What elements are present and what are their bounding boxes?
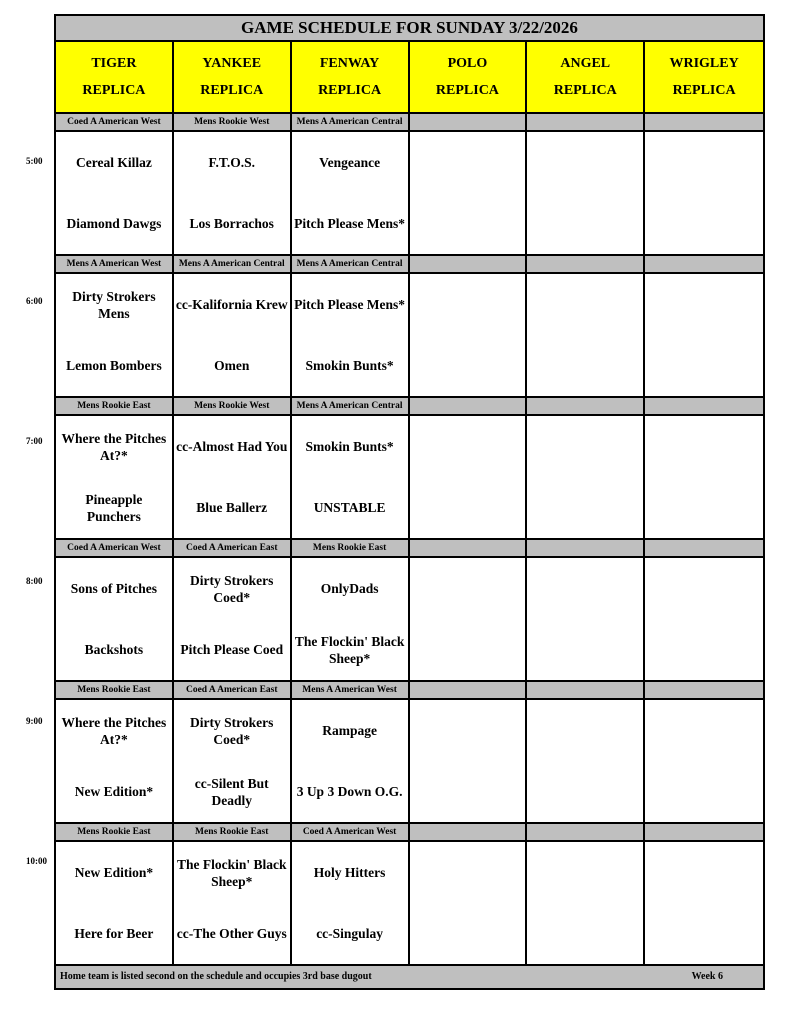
- away-team: Cereal Killaz: [75, 155, 152, 170]
- division-label: Mens A American Central: [292, 398, 410, 414]
- division-label: Mens A American Central: [292, 114, 410, 130]
- schedule-title: GAME SCHEDULE FOR SUNDAY 3/22/2026: [56, 16, 763, 42]
- game-cell: [292, 700, 410, 822]
- game-cell: [174, 558, 292, 680]
- division-label: [527, 256, 645, 272]
- game-cell: [527, 132, 645, 254]
- division-label: Mens A American West: [56, 256, 174, 272]
- division-label: Coed A American East: [174, 682, 292, 698]
- field-header: [56, 42, 174, 112]
- game-cell: [645, 558, 763, 680]
- division-label: [527, 682, 645, 698]
- home-team: [645, 335, 763, 396]
- away-team: [527, 274, 643, 335]
- game-cell: [645, 416, 763, 538]
- field-header-row: [56, 42, 763, 114]
- game-cell: [410, 132, 528, 254]
- division-label: [645, 682, 763, 698]
- division-label: Mens Rookie East: [56, 398, 174, 414]
- division-label: Mens Rookie West: [174, 398, 292, 414]
- game-cell: [174, 416, 292, 538]
- game-cell: [292, 558, 410, 680]
- games-row: [56, 274, 763, 398]
- away-team: [645, 842, 763, 903]
- week-label: Week 6: [691, 971, 723, 982]
- division-label: Coed A American East: [174, 540, 292, 556]
- division-label: [645, 540, 763, 556]
- home-team: [527, 477, 643, 538]
- division-label: [645, 398, 763, 414]
- home-team: UNSTABLE: [313, 500, 386, 515]
- game-cell: [645, 842, 763, 964]
- game-cell: [174, 842, 292, 964]
- away-team: New Edition*: [74, 865, 154, 880]
- game-cell: [56, 132, 174, 254]
- home-team: cc-The Other Guys: [176, 926, 287, 941]
- game-cell: [56, 274, 174, 396]
- away-team: Rampage: [322, 723, 377, 738]
- away-team: Sons of Pitches: [70, 581, 158, 596]
- away-team: Where the Pitches At?*: [61, 714, 167, 747]
- game-cell: [527, 274, 645, 396]
- time-label: 6:00: [26, 296, 43, 306]
- time-label: 10:00: [26, 856, 47, 866]
- time-label: 9:00: [26, 716, 43, 726]
- field-header: [645, 42, 763, 112]
- home-team: [645, 903, 763, 964]
- away-team: [645, 558, 763, 619]
- game-cell: [56, 416, 174, 538]
- field-header: [292, 42, 410, 112]
- field-name: YANKEE: [202, 56, 262, 71]
- away-team: [410, 842, 526, 903]
- home-team: [410, 903, 526, 964]
- away-team: [527, 558, 643, 619]
- away-team: cc-Almost Had You: [176, 439, 288, 454]
- away-team: [645, 416, 763, 477]
- division-label: [527, 824, 645, 840]
- games-row: [56, 132, 763, 256]
- division-label: [410, 256, 528, 272]
- home-team: [527, 761, 643, 822]
- field-name: WRIGLEY: [669, 56, 739, 71]
- game-cell: [292, 842, 410, 964]
- game-cell: [174, 132, 292, 254]
- game-cell: [410, 700, 528, 822]
- time-column: [0, 0, 54, 1024]
- schedule-table: [54, 14, 765, 990]
- game-cell: [645, 132, 763, 254]
- games-row: [56, 700, 763, 824]
- division-row: [56, 540, 763, 558]
- away-team: Holy Hitters: [313, 865, 386, 880]
- time-label: 8:00: [26, 576, 43, 586]
- game-cell: [56, 842, 174, 964]
- home-team: Pineapple Punchers: [85, 491, 143, 524]
- division-row: [56, 256, 763, 274]
- away-team: Where the Pitches At?*: [61, 430, 167, 463]
- footer-note: Home team is listed second on the schedule and occupies 3rd base dugout: [60, 971, 372, 982]
- games-row: [56, 842, 763, 966]
- game-cell: [410, 842, 528, 964]
- home-team: Backshots: [84, 642, 144, 657]
- field-name: TIGER: [91, 56, 137, 71]
- home-team: Blue Ballerz: [196, 500, 268, 515]
- field-name: POLO: [447, 56, 488, 71]
- home-team: Smokin Bunts*: [305, 358, 394, 373]
- game-cell: [645, 700, 763, 822]
- division-label: Mens A American West: [292, 682, 410, 698]
- division-label: Mens A American Central: [292, 256, 410, 272]
- away-team: Pitch Please Mens*: [294, 297, 406, 312]
- away-team: [410, 700, 526, 761]
- field-sub: REPLICA: [553, 83, 617, 98]
- time-label: 7:00: [26, 436, 43, 446]
- home-team: Omen: [214, 358, 250, 373]
- away-team: [527, 416, 643, 477]
- division-label: Mens Rookie East: [56, 824, 174, 840]
- home-team: Pitch Please Mens*: [294, 216, 406, 231]
- home-team: [410, 619, 526, 680]
- footer: [56, 966, 763, 988]
- field-sub: REPLICA: [435, 83, 499, 98]
- division-label: [645, 256, 763, 272]
- home-team: [645, 477, 763, 538]
- game-cell: [527, 700, 645, 822]
- game-cell: [174, 274, 292, 396]
- field-header: [527, 42, 645, 112]
- division-label: [527, 114, 645, 130]
- game-cell: [292, 416, 410, 538]
- time-label: 5:00: [26, 156, 43, 166]
- away-team: [645, 700, 763, 761]
- game-cell: [527, 842, 645, 964]
- home-team: [410, 335, 526, 396]
- home-team: [527, 193, 643, 254]
- field-sub: REPLICA: [318, 83, 382, 98]
- division-label: [410, 682, 528, 698]
- game-cell: [292, 132, 410, 254]
- division-label: [527, 398, 645, 414]
- division-label: [645, 824, 763, 840]
- field-name: FENWAY: [319, 56, 380, 71]
- division-label: [410, 114, 528, 130]
- division-label: [410, 398, 528, 414]
- home-team: cc-Singulay: [316, 926, 383, 941]
- games-row: [56, 416, 763, 540]
- home-team: 3 Up 3 Down O.G.: [296, 784, 403, 799]
- away-team: [527, 132, 643, 193]
- game-cell: [56, 700, 174, 822]
- away-team: [527, 700, 643, 761]
- home-team: [527, 619, 643, 680]
- home-team: New Edition*: [74, 784, 154, 799]
- away-team: F.T.O.S.: [208, 155, 255, 170]
- division-row: [56, 682, 763, 700]
- division-label: Coed A American West: [56, 540, 174, 556]
- division-label: Mens Rookie East: [292, 540, 410, 556]
- away-team: Smokin Bunts*: [305, 439, 394, 454]
- division-label: [645, 114, 763, 130]
- home-team: Pitch Please Coed: [180, 642, 284, 657]
- home-team: [410, 477, 526, 538]
- away-team: Dirty Strokers Mens: [72, 288, 156, 321]
- field-name: ANGEL: [560, 56, 611, 71]
- division-row: [56, 824, 763, 842]
- away-team: [645, 274, 763, 335]
- game-cell: [292, 274, 410, 396]
- field-sub: REPLICA: [672, 83, 736, 98]
- game-cell: [527, 558, 645, 680]
- home-team: Los Borrachos: [189, 216, 274, 231]
- division-label: Mens Rookie West: [174, 114, 292, 130]
- game-cell: [174, 700, 292, 822]
- division-label: Coed A American West: [292, 824, 410, 840]
- division-label: Coed A American West: [56, 114, 174, 130]
- away-team: [527, 842, 643, 903]
- field-sub: REPLICA: [82, 83, 146, 98]
- away-team: [410, 274, 526, 335]
- game-cell: [527, 416, 645, 538]
- home-team: The Flockin' Black Sheep*: [294, 633, 405, 666]
- home-team: [645, 761, 763, 822]
- away-team: cc-Kalifornia Krew: [175, 297, 288, 312]
- slots-container: [56, 114, 763, 966]
- games-row: [56, 558, 763, 682]
- game-cell: [645, 274, 763, 396]
- division-label: Mens Rookie East: [56, 682, 174, 698]
- away-team: OnlyDads: [320, 581, 379, 596]
- field-header: [410, 42, 528, 112]
- division-label: Mens A American Central: [174, 256, 292, 272]
- home-team: [645, 193, 763, 254]
- division-label: [410, 540, 528, 556]
- home-team: Diamond Dawgs: [66, 216, 162, 231]
- home-team: Lemon Bombers: [66, 358, 162, 373]
- home-team: [410, 193, 526, 254]
- field-header: [174, 42, 292, 112]
- game-cell: [410, 416, 528, 538]
- game-cell: [56, 558, 174, 680]
- home-team: cc-Silent But Deadly: [194, 775, 269, 808]
- division-label: Mens Rookie East: [174, 824, 292, 840]
- away-team: [410, 132, 526, 193]
- game-cell: [410, 274, 528, 396]
- home-team: [410, 761, 526, 822]
- away-team: [645, 132, 763, 193]
- division-label: [527, 540, 645, 556]
- away-team: Dirty Strokers Coed*: [190, 714, 274, 747]
- home-team: [527, 335, 643, 396]
- home-team: [645, 619, 763, 680]
- away-team: [410, 416, 526, 477]
- away-team: The Flockin' Black Sheep*: [176, 856, 287, 889]
- division-row: [56, 114, 763, 132]
- away-team: [410, 558, 526, 619]
- game-cell: [410, 558, 528, 680]
- home-team: [527, 903, 643, 964]
- away-team: Vengeance: [319, 155, 381, 170]
- division-label: [410, 824, 528, 840]
- away-team: Dirty Strokers Coed*: [190, 572, 274, 605]
- home-team: Here for Beer: [74, 926, 154, 941]
- field-sub: REPLICA: [200, 83, 264, 98]
- division-row: [56, 398, 763, 416]
